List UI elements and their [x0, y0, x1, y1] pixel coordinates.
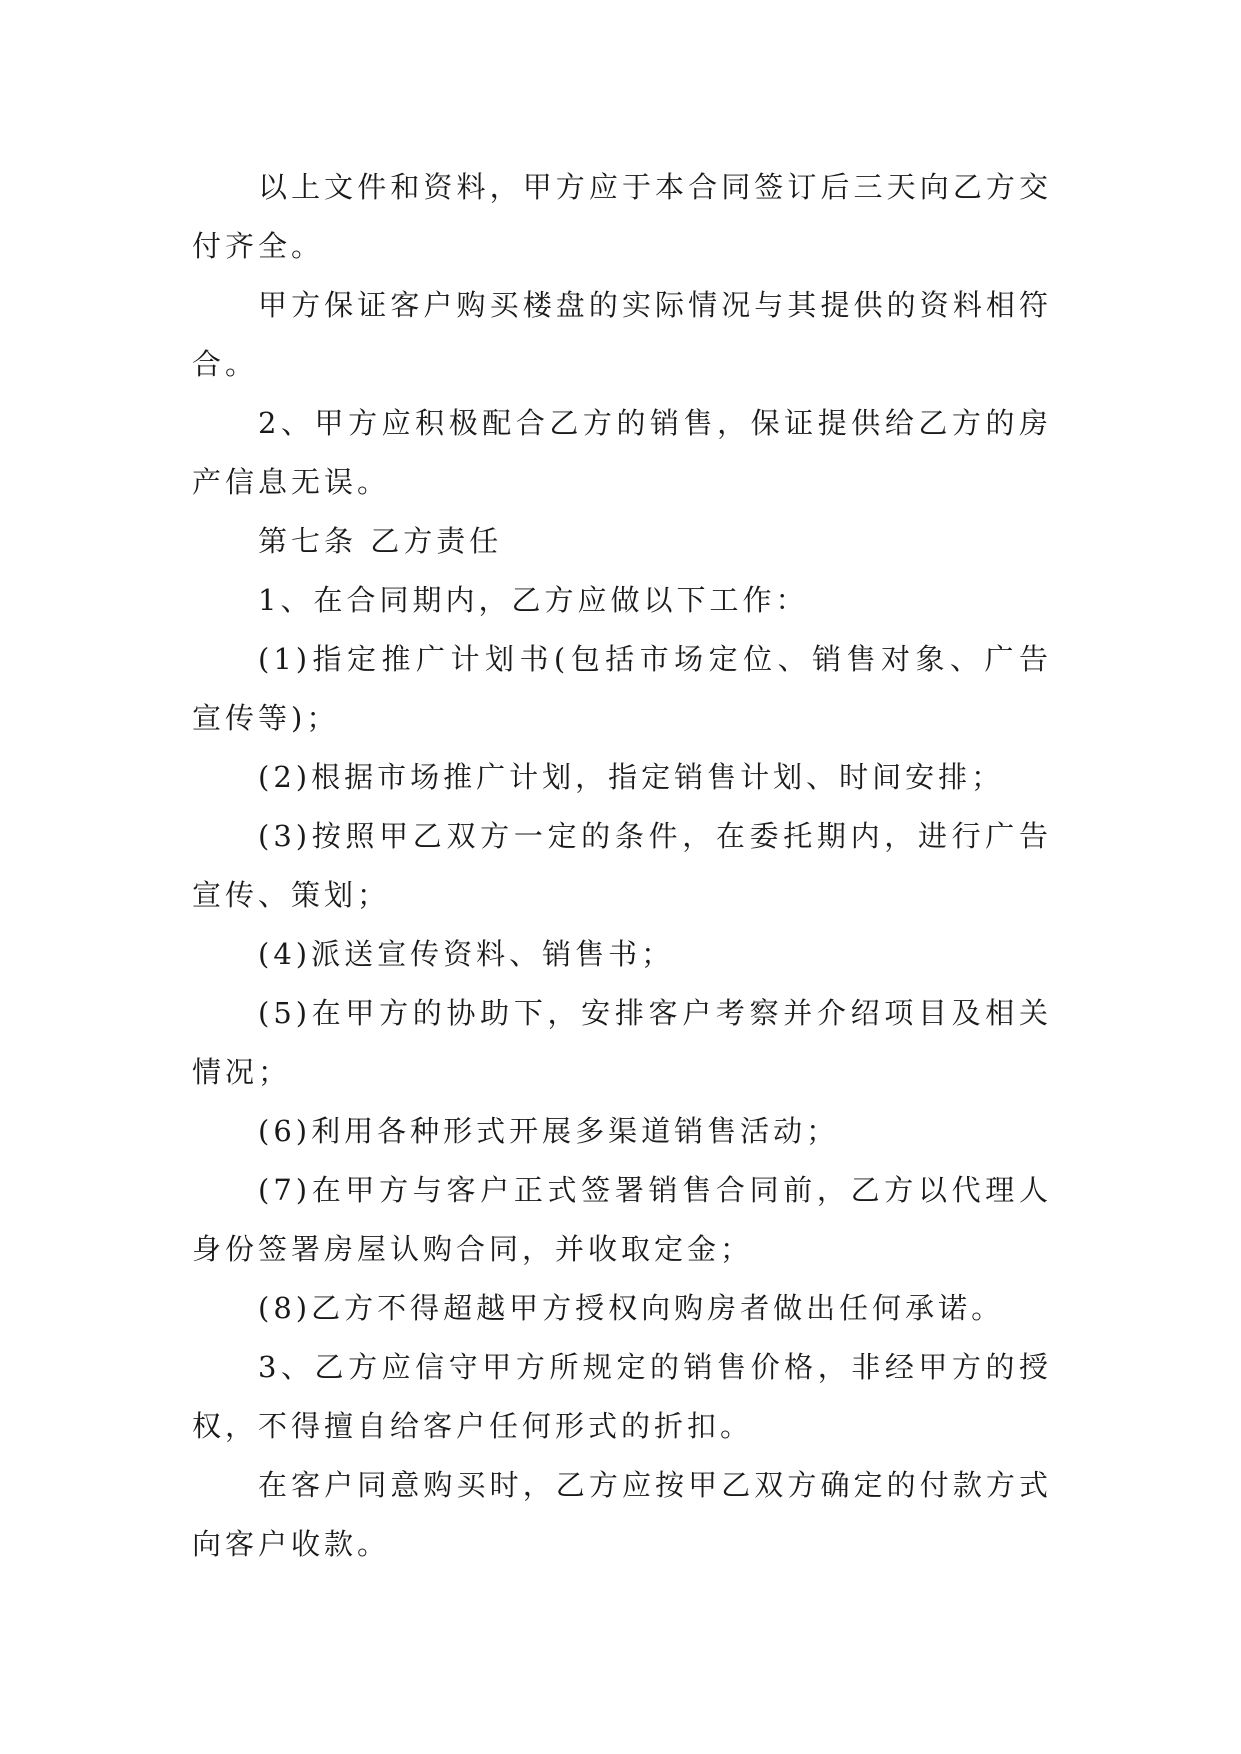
paragraph-1: 以上文件和资料，甲方应于本合同签订后三天向乙方交付齐全。 — [192, 170, 1052, 263]
list-item-8: (8)乙方不得超越甲方授权向购房者做出任何承诺。 — [258, 1291, 1005, 1325]
list-item-5: (5)在甲方的协助下，安排客户考察并介绍项目及相关情况； — [192, 996, 1052, 1089]
list-item-1: (1)指定推广计划书(包括市场定位、销售对象、广告宣传等)； — [192, 642, 1052, 735]
list-item-3: (3)按照甲乙双方一定的条件，在委托期内，进行广告宣传、策划； — [192, 819, 1052, 912]
paragraph-5: 1、在合同期内，乙方应做以下工作： — [258, 583, 809, 617]
list-item-2: (2)根据市场推广计划，指定销售计划、时间安排； — [258, 760, 1005, 794]
paragraph-14: 3、乙方应信守甲方所规定的销售价格，非经甲方的授权，不得擅自给客户任何形式的折扣。 — [192, 1350, 1052, 1443]
list-item-6: (6)利用各种形式开展多渠道销售活动； — [258, 1114, 840, 1148]
list-item-7: (7)在甲方与客户正式签署销售合同前，乙方以代理人身份签署房屋认购合同，并收取定金； — [192, 1173, 1052, 1266]
section-heading: 第七条 乙方责任 — [258, 524, 503, 558]
paragraph-3: 2、甲方应积极配合乙方的销售，保证提供给乙方的房产信息无误。 — [192, 406, 1052, 499]
list-item-4: (4)派送宣传资料、销售书； — [258, 937, 675, 971]
paragraph-15: 在客户同意购买时，乙方应按甲乙双方确定的付款方式向客户收款。 — [192, 1468, 1052, 1561]
paragraph-2: 甲方保证客户购买楼盘的实际情况与其提供的资料相符合。 — [192, 288, 1052, 381]
document-body — [192, 158, 1052, 1574]
